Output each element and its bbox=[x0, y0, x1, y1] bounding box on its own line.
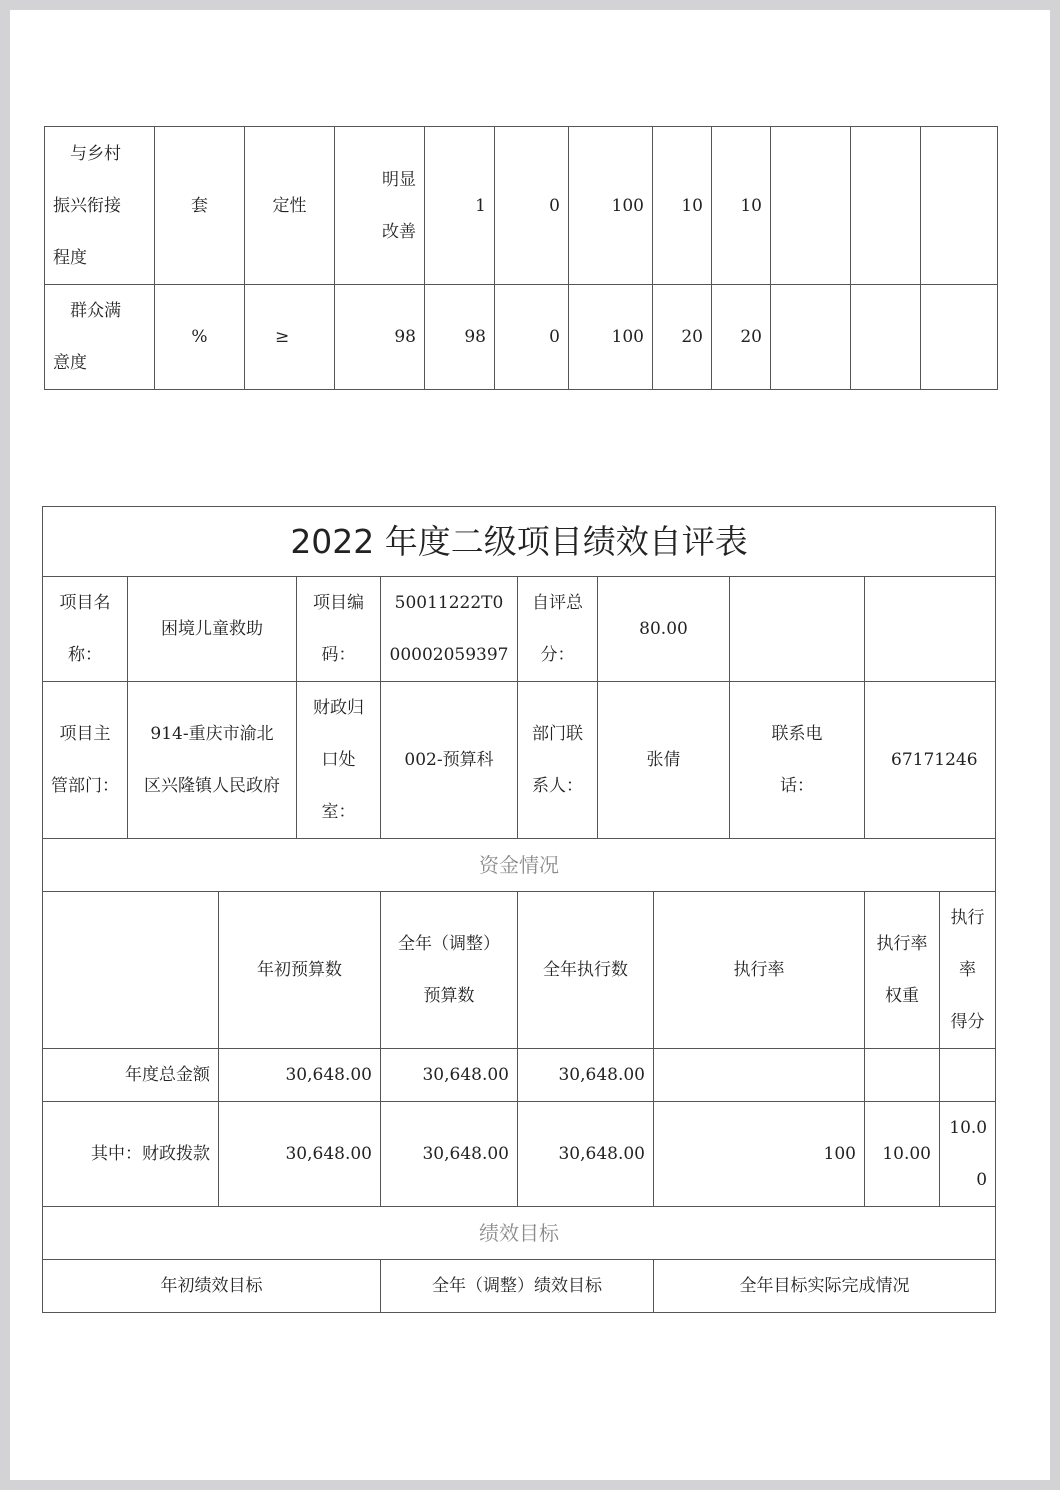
contact-value: 张倩 bbox=[598, 682, 730, 839]
value-line: 10.0 bbox=[949, 1118, 988, 1138]
label-line: 联系电 bbox=[771, 724, 823, 744]
value-line: 914-重庆市渝北 bbox=[150, 724, 274, 744]
dept-label bbox=[43, 682, 128, 839]
initial-goals-header: 年初绩效目标 bbox=[43, 1260, 381, 1313]
adjusted-budget-header bbox=[381, 892, 518, 1049]
rate-value: 100 bbox=[654, 1102, 865, 1207]
rate-score-value bbox=[940, 1049, 996, 1102]
adjusted-goals-header: 全年（调整）绩效目标 bbox=[381, 1260, 654, 1313]
header-line: 执行率 bbox=[950, 908, 985, 980]
label-line: 话： bbox=[780, 776, 814, 796]
indicator-name-line: 群众满 bbox=[70, 301, 121, 321]
indicator-name-line: 振兴衔接 bbox=[53, 195, 121, 216]
rate-weight-header: 执行率权重 bbox=[865, 892, 940, 1049]
rate-weight-value bbox=[865, 1049, 940, 1102]
empty-cell bbox=[865, 577, 996, 682]
value-cell: 100 bbox=[569, 285, 653, 390]
score-cell: 10 bbox=[712, 127, 771, 285]
label-line: 项目名 bbox=[59, 593, 111, 613]
label-line: 自评总 bbox=[532, 593, 583, 613]
funds-section-title: 资金情况 bbox=[43, 839, 996, 892]
header-line: 得分 bbox=[950, 1012, 985, 1032]
indicator-table bbox=[44, 126, 998, 390]
indicator-name-line: 与乡村 bbox=[70, 143, 121, 164]
indicator-name-cell bbox=[45, 285, 155, 390]
indicator-name-line: 程度 bbox=[53, 247, 87, 268]
value-line: 50011222T0 bbox=[394, 593, 504, 613]
weight-cell: 20 bbox=[653, 285, 712, 390]
contact-label bbox=[518, 682, 598, 839]
self-evaluation-form bbox=[42, 506, 996, 1313]
empty-cell bbox=[851, 127, 921, 285]
actual-cell: 1 bbox=[425, 127, 495, 285]
value-line: 区兴隆镇人民政府 bbox=[144, 776, 280, 796]
empty-cell bbox=[771, 127, 851, 285]
table-row bbox=[43, 1260, 996, 1313]
target-cell bbox=[335, 127, 425, 285]
table-row bbox=[43, 892, 996, 1049]
table-row bbox=[43, 682, 996, 839]
executed-value: 30,648.00 bbox=[518, 1102, 654, 1207]
rate-score-header bbox=[940, 892, 996, 1049]
target-line: 明显 bbox=[382, 169, 416, 190]
rate-weight-value: 10.00 bbox=[865, 1102, 940, 1207]
table-row bbox=[45, 127, 998, 285]
table-row bbox=[43, 507, 996, 577]
project-code-label bbox=[297, 577, 381, 682]
empty-cell bbox=[921, 285, 998, 390]
finance-office-label bbox=[297, 682, 381, 839]
label-line: 分： bbox=[540, 645, 575, 665]
label-line: 部门联 bbox=[532, 724, 583, 744]
label-line: 管部门： bbox=[51, 776, 119, 796]
project-code-value bbox=[381, 577, 518, 682]
table-row bbox=[43, 1049, 996, 1102]
funds-row-label: 其中：财政拨款 bbox=[43, 1102, 219, 1207]
adjusted-budget-value: 30,648.00 bbox=[381, 1049, 518, 1102]
table-row bbox=[43, 577, 996, 682]
value-cell: 100 bbox=[569, 127, 653, 285]
label-line: 称： bbox=[68, 645, 102, 665]
label-line: 项目主 bbox=[59, 724, 111, 744]
phone-value: 67171246 bbox=[865, 682, 996, 839]
goals-section-title: 绩效目标 bbox=[43, 1207, 996, 1260]
indicator-name-line: 意度 bbox=[53, 353, 87, 373]
label-line: 码： bbox=[321, 645, 356, 665]
label-line: 口处室： bbox=[321, 750, 356, 822]
empty-header-cell bbox=[43, 892, 219, 1049]
rate-value bbox=[654, 1049, 865, 1102]
project-name-label bbox=[43, 577, 128, 682]
empty-cell bbox=[921, 127, 998, 285]
empty-cell bbox=[730, 577, 865, 682]
executed-header: 全年执行数 bbox=[518, 892, 654, 1049]
indicator-name-cell bbox=[45, 127, 155, 285]
table-row bbox=[43, 1102, 996, 1207]
target-cell: 98 bbox=[335, 285, 425, 390]
initial-budget-value: 30,648.00 bbox=[219, 1049, 381, 1102]
unit-cell: 套 bbox=[155, 127, 245, 285]
value-cell: 0 bbox=[495, 127, 569, 285]
target-line: 改善 bbox=[382, 221, 416, 242]
empty-cell bbox=[771, 285, 851, 390]
unit-cell: % bbox=[155, 285, 245, 390]
form-title: 2022 年度二级项目绩效自评表 bbox=[43, 507, 996, 577]
weight-cell: 10 bbox=[653, 127, 712, 285]
initial-budget-value: 30,648.00 bbox=[219, 1102, 381, 1207]
rate-score-value bbox=[940, 1102, 996, 1207]
label-line: 项目编 bbox=[313, 593, 364, 613]
empty-cell bbox=[851, 285, 921, 390]
value-line: 0 bbox=[976, 1170, 988, 1190]
finance-office-value: 002-预算科 bbox=[381, 682, 518, 839]
executed-value: 30,648.00 bbox=[518, 1049, 654, 1102]
nature-cell: ≥ bbox=[245, 285, 335, 390]
label-line: 财政归 bbox=[313, 698, 364, 718]
nature-cell: 定性 bbox=[245, 127, 335, 285]
adjusted-budget-value: 30,648.00 bbox=[381, 1102, 518, 1207]
header-line: 全年（调整） bbox=[398, 934, 500, 954]
rate-header: 执行率 bbox=[654, 892, 865, 1049]
self-score-label bbox=[518, 577, 598, 682]
header-line: 预算数 bbox=[423, 986, 475, 1006]
initial-budget-header: 年初预算数 bbox=[219, 892, 381, 1049]
table-row bbox=[43, 839, 996, 892]
table-row bbox=[43, 1207, 996, 1260]
phone-label bbox=[730, 682, 865, 839]
label-line: 系人： bbox=[532, 776, 583, 796]
score-cell: 20 bbox=[712, 285, 771, 390]
actual-cell: 98 bbox=[425, 285, 495, 390]
value-cell: 0 bbox=[495, 285, 569, 390]
value-line: 00002059397 bbox=[389, 645, 509, 665]
dept-value bbox=[128, 682, 297, 839]
actual-completion-header: 全年目标实际完成情况 bbox=[654, 1260, 996, 1313]
project-name-value: 困境儿童救助 bbox=[128, 577, 297, 682]
funds-row-label: 年度总金额 bbox=[43, 1049, 219, 1102]
self-score-value: 80.00 bbox=[598, 577, 730, 682]
table-row bbox=[45, 285, 998, 390]
